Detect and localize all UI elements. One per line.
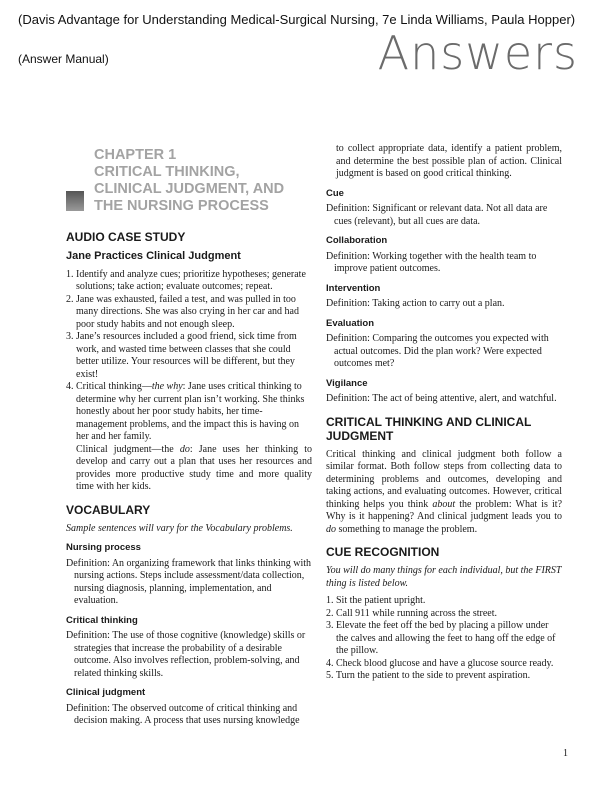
term-collaboration: Collaboration	[326, 235, 388, 246]
list-item: 3. Elevate the feet off the bed by placing a pillow under the calves and allowing the feet to hang off the edge of the pillow.	[326, 620, 556, 656]
ctcj-text: Critical thinking and clinical judgment both follow a similar format. Both follow steps from collecting data to determining problems and outcomes, developing and taking actions, and evaluating outcomes. However, critical thinking helps you think	[326, 448, 562, 510]
audio-case-list	[66, 269, 312, 444]
cj-prefix: Clinical judgment—the	[76, 443, 180, 455]
definition: Definition: Working together with the health team to improve patient outcomes.	[326, 250, 537, 274]
definition: Definition: An organizing framework that links thinking with nursing actions. Steps include assessment/data collection, nursing diagnosis, planning, implementation, and evaluation.	[66, 557, 312, 606]
ctcj-text: the problem: What is it? Why is it happening? And clinical judgment leads you to	[326, 498, 563, 522]
item4-emphasis: the why	[151, 381, 183, 392]
cue-recognition-heading: CUE RECOGNITION	[326, 545, 440, 559]
list-item: 4. Check blood glucose and have a glucose source ready.	[326, 657, 554, 669]
page-number: 1	[563, 748, 568, 759]
list-item: 2. Call 911 while running across the street.	[326, 607, 497, 619]
right-column	[326, 143, 562, 683]
ctcj-emphasis: do	[326, 523, 336, 535]
cue-recognition-list	[326, 595, 562, 683]
cue-recognition-intro: You will do many things for each individual, but the FIRST thing is listed below.	[326, 565, 562, 589]
chapter-title: CHAPTER 1 CRITICAL THINKING, CLINICAL JUDGMENT, AND THE NURSING PROCESS	[94, 147, 285, 214]
ctcj-emphasis: about	[432, 498, 456, 510]
term-intervention: Intervention	[326, 282, 381, 294]
item4-prefix: 4. Critical thinking—	[66, 381, 152, 392]
definition: Definition: Comparing the outcomes you expected with actual outcomes. Did the plan work? Were expected outcomes met?	[326, 333, 549, 369]
audio-case-subheading: Jane Practices Clinical Judgment	[66, 250, 241, 262]
ctcj-paragraph	[326, 449, 562, 537]
definition: Definition: Taking action to carry out a plan.	[326, 298, 505, 309]
term-vigilance: Vigilance	[326, 377, 368, 389]
term-nursing-process: Nursing process	[66, 542, 141, 553]
cj-text: : Jane uses her thinking to develop and carry out a plan that uses her resources and provides more productive study time and more quality time with her kids.	[76, 443, 313, 492]
term-critical-thinking: Critical thinking	[66, 614, 138, 626]
vocabulary-intro: Sample sentences will vary for the Vocabulary problems.	[66, 522, 293, 534]
audio-case-heading: AUDIO CASE STUDY	[66, 230, 186, 244]
item4-text: : Jane uses critical thinking to determine why her current plan isn’t working. She thinks honestly about her poor study habits, her time-management problems, and the impact this is having on her and her family.	[76, 381, 305, 442]
vocabulary-heading: VOCABULARY	[66, 502, 151, 517]
definition: Definition: The observed outcome of critical thinking and decision making. A process that uses nursing knowledge	[66, 702, 300, 726]
list-item: 1. Sit the patient upright.	[326, 595, 426, 606]
term-evaluation: Evaluation	[326, 317, 375, 329]
ctcj-text: something to manage the problem.	[336, 523, 478, 535]
source-subheader: (Answer Manual)	[18, 52, 109, 66]
ctcj-heading: CRITICAL THINKING AND CLINICAL JUDGMENT	[326, 414, 532, 443]
left-column	[66, 230, 312, 728]
definition: Definition: The use of those cognitive (knowledge) skills or strategies that increase the probability of a desirable outcome. Also involves reflection, problem-solving, and related thinking skills.	[66, 630, 306, 679]
definition-continuation: to collect appropriate data, identify a patient problem, and determine the best possible plan of action. Clinical judgment is based on good critical thinking.	[336, 143, 562, 179]
list-item: 1. Identify and analyze cues; prioritize hypotheses; generate solutions; take action; evaluate outcomes; repeat.	[66, 268, 306, 292]
definition: Definition: Significant or relevant data. Not all data are cues (relevant), but all cues are data.	[326, 203, 548, 227]
cj-emphasis: do	[179, 443, 190, 455]
clinical-judgment-paragraph	[66, 444, 312, 494]
list-item: 3. Jane’s resources included a good friend, sick time from work, and wasted time between classes that she could better utilize. Your resources will be different, but they exist!	[66, 331, 297, 380]
page-heading: Answers	[377, 26, 578, 80]
source-header: (Davis Advantage for Understanding Medical-Surgical Nursing, 7e Linda Williams, Paula Hopper)	[18, 12, 576, 27]
list-item: 2. Jane was exhausted, failed a test, and was pulled in too many directions. She was also crying in her car and had poor study habits and not enough sleep.	[66, 293, 299, 330]
term-cue: Cue	[326, 187, 344, 199]
definition: Definition: The act of being attentive, alert, and watchful.	[326, 393, 557, 404]
chapter-marker	[66, 191, 84, 211]
list-item: 5. Turn the patient to the side to prevent aspiration.	[326, 670, 531, 681]
term-clinical-judgment: Clinical judgment	[66, 687, 146, 698]
list-item	[66, 381, 312, 444]
